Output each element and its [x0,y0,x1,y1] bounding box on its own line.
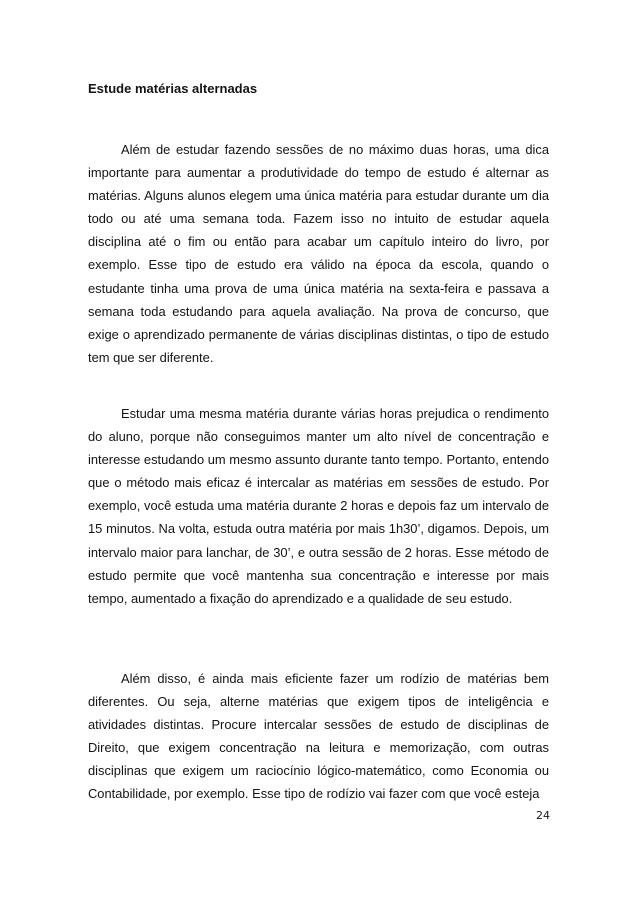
body-paragraph: Além disso, é ainda mais eficiente fazer um rodízio de matérias bem diferentes. Ou seja, alterne matérias que exigem tipos de inteligência e atividades distintas. Procure intercalar sessões de estudo de disciplinas de Direito, que exigem concentração na leitura e memorização, com outras disciplinas que exigem um raciocínio lógico-matemático, como Economia ou Contabilidade, por exemplo. Esse tipo de rodízio vai fazer com que você esteja [88,671,549,802]
page-number: 24 [536,809,550,822]
body-paragraph: Estudar uma mesma matéria durante várias horas prejudica o rendimento do aluno, porque não conseguimos manter um alto nível de concentração e interesse estudando um mesmo assunto durante tanto tempo. Portanto, entendo que o método mais eficaz é intercalar as matérias em sessões de estudo. Por exemplo, você estuda uma matéria durante 2 horas e depois faz um intervalo de 15 minutos. Na volta, estuda outra matéria por mais 1h30’, digamos. Depois, um intervalo maior para lanchar, de 30’, e outra sessão de 2 horas. Esse método de estudo permite que você mantenha sua concentração e interesse por mais tempo, aumentado a fixação do aprendizado e a qualidade de seu estudo. [88,406,549,606]
section-heading: Estude matérias alternadas [88,81,258,96]
body-paragraph: Além de estudar fazendo sessões de no máximo duas horas, uma dica importante para aumentar a produtividade do tempo de estudo é alternar as matérias. Alguns alunos elegem uma única matéria para estudar durante um dia todo ou até uma semana toda. Fazem isso no intuito de estudar aquela disciplina até o fim ou então para acabar um capítulo inteiro do livro, por exemplo. Esse tipo de estudo era válido na época da escola, quando o estudante tinha uma prova de uma única matéria na sexta-feira e passava a semana toda estudando para aquela avaliação. Na prova de concurso, que exige o aprendizado permanente de várias disciplinas distintas, o tipo de estudo tem que ser diferente. [88,142,549,365]
